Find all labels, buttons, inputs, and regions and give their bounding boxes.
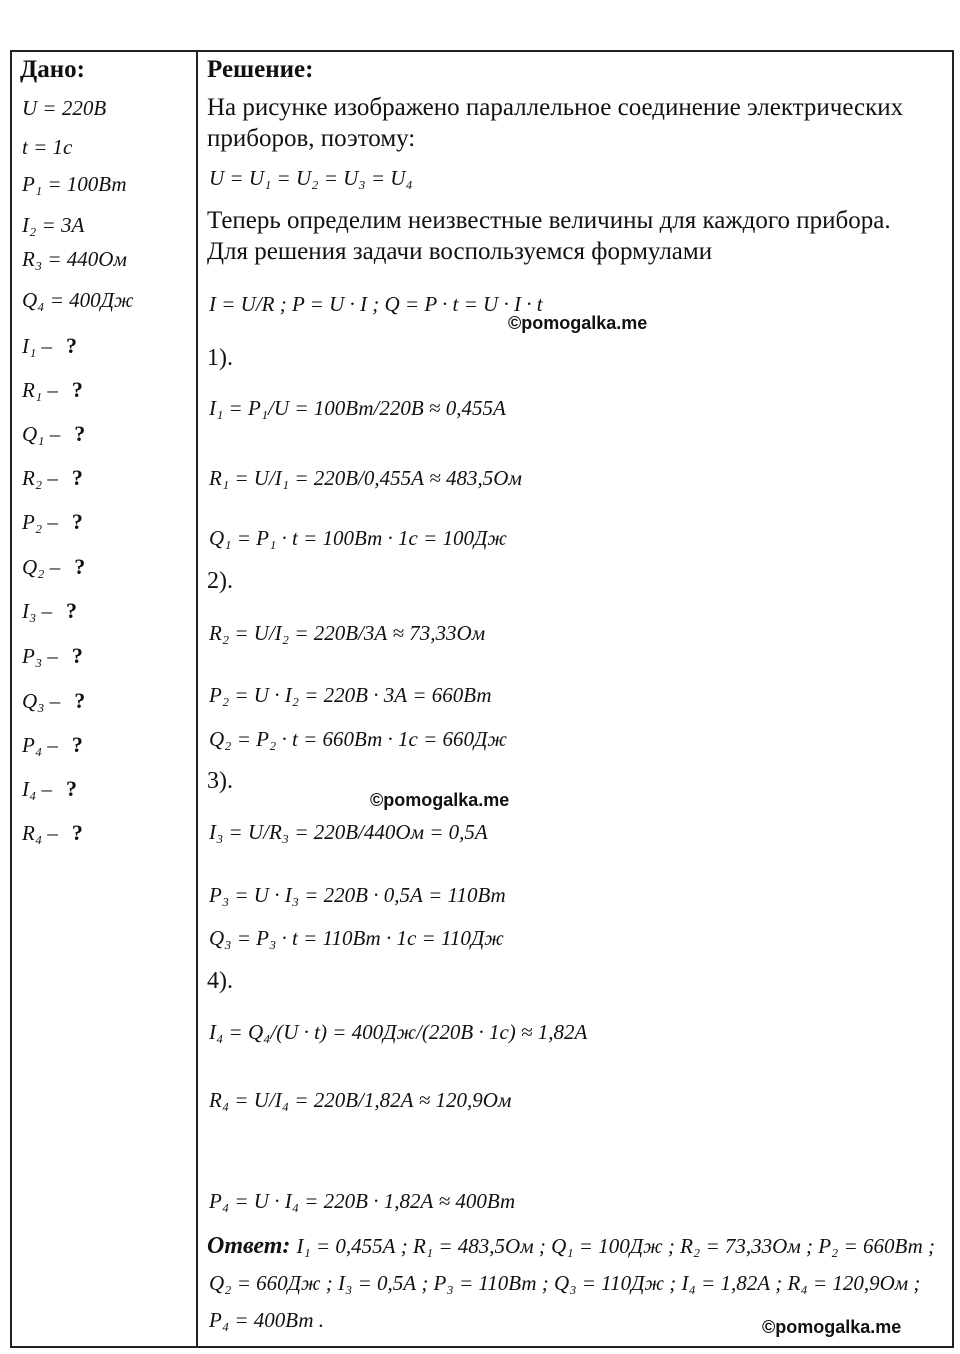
question-mark: ? bbox=[66, 598, 78, 623]
step-number: 3). bbox=[207, 768, 233, 794]
formula-line: R₂ = U/I₂ = 220В/3А ≈ 73,33Ом bbox=[209, 621, 486, 645]
voltage-equation: U = U₁ = U₂ = U₃ = U₄ bbox=[209, 166, 413, 190]
unknown-item: I₃ – ? bbox=[22, 598, 78, 623]
question-mark: ? bbox=[74, 421, 86, 446]
watermark: ©pomogalka.me bbox=[370, 790, 510, 810]
question-mark: ? bbox=[71, 732, 83, 757]
formula-line: Q₂ = P₂ · t = 660Вт · 1с = 660Дж bbox=[209, 727, 507, 751]
answer-line-2: Q₂ = 660Дж ; I₃ = 0,5А ; P₃ = 110Вт ; Q₃ = 110Дж ; I₄ = 1,82А ; R₄ = 120,9Ом ; bbox=[209, 1271, 921, 1295]
given-item: I₂ = 3А bbox=[22, 213, 85, 237]
formula-line: I₁ = P₁/U = 100Вт/220В ≈ 0,455А bbox=[209, 396, 506, 420]
formula-line: P₄ = U · I₄ = 220В · 1,82А ≈ 400Вт bbox=[209, 1189, 516, 1213]
formula-line: R₁ = U/I₁ = 220В/0,455А ≈ 483,5Ом bbox=[209, 466, 522, 490]
question-mark: ? bbox=[71, 465, 83, 490]
solution-header: Решение: bbox=[207, 56, 314, 83]
unknown-item: R₁ – ? bbox=[22, 377, 83, 402]
question-mark: ? bbox=[71, 820, 83, 845]
step-number: 2). bbox=[207, 568, 233, 594]
question-mark: ? bbox=[71, 509, 83, 534]
formula-line: I₄ = Q₄/(U · t) = 400Дж/(220В · 1с) ≈ 1,82А bbox=[209, 1020, 588, 1044]
unknown-item: I₁ – ? bbox=[22, 333, 78, 358]
formula-line: P₂ = U · I₂ = 220В · 3А = 660Вт bbox=[209, 683, 492, 707]
step-number: 4). bbox=[207, 968, 233, 994]
given-item: U = 220В bbox=[22, 96, 107, 120]
answer-line-3: P₄ = 400Вт . bbox=[209, 1308, 325, 1332]
column-divider bbox=[196, 50, 198, 1348]
question-mark: ? bbox=[71, 377, 83, 402]
unknown-item: Q₁ – ? bbox=[22, 421, 86, 446]
formula-line: I₃ = U/R₃ = 220В/440Ом = 0,5А bbox=[209, 820, 488, 844]
given-item: P₁ = 100Вт bbox=[22, 172, 127, 196]
intro-text: На рисунке изображено параллельное соединение электрических приборов, поэтому: bbox=[207, 94, 904, 152]
question-mark: ? bbox=[66, 776, 78, 801]
watermark: ©pomogalka.me bbox=[508, 313, 648, 333]
formula-line: Q₁ = P₁ · t = 100Вт · 1с = 100Дж bbox=[209, 526, 507, 550]
step-number: 1). bbox=[207, 345, 233, 371]
answer-label: Ответ: bbox=[207, 1233, 291, 1259]
formula-line: R₄ = U/I₄ = 220В/1,82А ≈ 120,9Ом bbox=[209, 1088, 512, 1112]
question-mark: ? bbox=[71, 643, 83, 668]
unknown-item: I₄ – ? bbox=[22, 776, 78, 801]
watermark: ©pomogalka.me bbox=[762, 1317, 902, 1337]
question-mark: ? bbox=[66, 333, 78, 358]
given-item: Q₄ = 400Дж bbox=[22, 288, 134, 312]
question-mark: ? bbox=[74, 554, 86, 579]
unknown-item: R₂ – ? bbox=[22, 465, 83, 490]
unknown-item: Q₂ – ? bbox=[22, 554, 86, 579]
general-formulas: I = U/R ; P = U · I ; Q = P · t = U · I · t bbox=[209, 292, 543, 316]
answer-line-1: Ответ: I₁ = 0,455А ; R₁ = 483,5Ом ; Q₁ = 100Дж ; R₂ = 73,33Ом ; P₂ = 660Вт ; bbox=[207, 1233, 936, 1259]
unknown-item: P₄ – ? bbox=[22, 732, 83, 757]
given-header: Дано: bbox=[20, 56, 85, 83]
question-mark: ? bbox=[74, 688, 86, 713]
formula-line: Q₃ = P₃ · t = 110Вт · 1с = 110Дж bbox=[209, 926, 504, 950]
unknown-item: R₄ – ? bbox=[22, 820, 83, 845]
unknown-item: P₂ – ? bbox=[22, 509, 83, 534]
given-item: R₃ = 440Ом bbox=[22, 247, 127, 271]
method-text: Теперь определим неизвестные величины для каждого прибора. Для решения задачи воспользуемся формулами bbox=[207, 207, 891, 265]
unknown-item: P₃ – ? bbox=[22, 643, 83, 668]
formula-line: P₃ = U · I₃ = 220В · 0,5А = 110Вт bbox=[209, 883, 506, 907]
unknown-item: Q₃ – ? bbox=[22, 688, 86, 713]
given-item: t = 1с bbox=[22, 135, 73, 159]
